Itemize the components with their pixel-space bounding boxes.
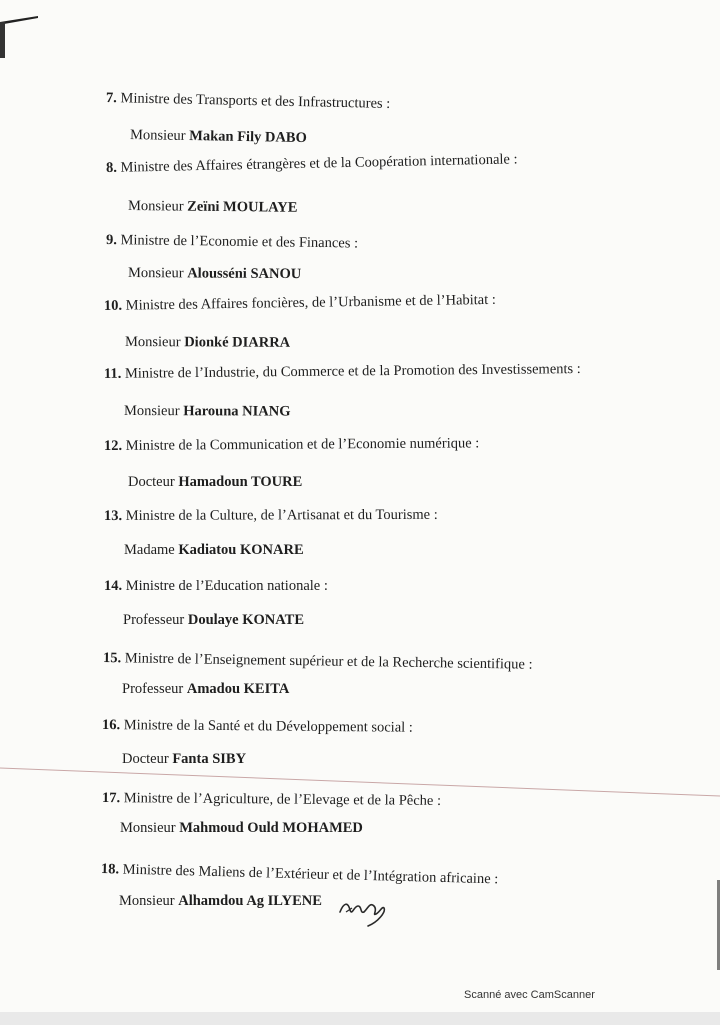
honorific: Professeur [123,612,185,628]
appointee-name: Kadiatou KONARE [178,542,304,558]
honorific: Monsieur [119,893,175,909]
minister-title [104,292,496,315]
entry-number: 18. [100,861,120,878]
minister-title [104,435,479,455]
ministry-name: Ministre des Affaires étrangères et de la Coopération internationale : [120,151,518,176]
entry-number: 10. [103,297,123,314]
minister-appointee [124,403,291,421]
honorific: Monsieur [120,820,176,836]
honorific: Madame [124,542,175,558]
appointee-name: Hamadoun TOURE [178,474,303,490]
ministry-name: Ministre de la Culture, de l’Artisanat et du Tourisme : [125,506,438,524]
minister-title [106,151,518,177]
minister-title [104,578,328,595]
honorific: Monsieur [129,127,186,144]
entry-number: 11. [103,365,122,382]
minister-title [104,507,438,525]
entry-number: 17. [101,790,121,807]
ministry-name: Ministre de l’Economie et des Finances : [120,232,359,252]
appointee-name: Makan Fily DABO [189,128,307,147]
ministry-name: Ministre de l’Agriculture, de l’Elevage et de la Pêche : [123,790,442,809]
minister-appointee [122,681,289,698]
minister-title [106,90,391,113]
minister-title [104,361,581,383]
appointee-name: Amadou KEITA [186,681,290,697]
minister-appointee [128,198,298,217]
minister-appointee [123,612,304,629]
scanner-watermark: Scanné avec CamScanner [464,989,595,1001]
minister-appointee [128,474,302,491]
entry-number: 7. [105,90,118,107]
entry-number: 9. [105,232,117,249]
appointee-name: Zeïni MOULAYE [187,198,298,216]
minister-appointee [130,127,307,147]
ministry-name: Ministre de l’Industrie, du Commerce et de la Promotion des Investissements : [124,361,581,382]
minister-appointee [125,334,290,352]
minister-appointee [128,265,301,283]
appointee-name: Alhamdou Ag ILYENE [178,893,322,909]
appointee-name: Doulaye KONATE [187,612,304,628]
ministry-name: Ministre de l’Education nationale : [125,578,328,594]
minister-title [101,861,499,888]
handwritten-initials [338,892,388,928]
ministry-name: Ministre des Maliens de l’Extérieur et de l’Intégration africaine : [122,861,499,888]
entry-number: 16. [101,717,121,734]
ministry-name: Ministre de la Santé et du Développement social : [123,717,413,736]
entry-number: 14. [104,578,123,594]
entry-number: 8. [105,159,118,176]
honorific: Monsieur [124,334,181,351]
honorific: Monsieur [123,403,180,420]
minister-appointee [124,542,304,559]
honorific: Docteur [122,751,169,767]
minister-appointee [119,893,322,910]
minister-title [102,717,413,737]
honorific: Docteur [128,474,175,490]
appointee-name: Alousséni SANOU [187,265,302,283]
appointee-name: Fanta SIBY [172,751,247,767]
minister-appointee [120,820,363,837]
ministry-name: Ministre de la Communication et de l’Economie numérique : [125,435,480,454]
honorific: Monsieur [127,265,184,282]
appointee-name: Dionké DIARRA [184,334,291,351]
ministry-name: Ministre des Transports et des Infrastructures : [120,90,391,112]
minister-title [102,790,441,810]
appointee-name: Mahmoud Ould MOHAMED [179,820,363,836]
scan-corner-mark [0,8,40,58]
entry-number: 12. [103,437,123,454]
honorific: Monsieur [127,198,184,215]
ministry-name: Ministre des Affaires foncières, de l’Urbanisme et de l’Habitat : [125,291,496,314]
entry-number: 13. [103,507,123,524]
minister-title [103,650,533,674]
minister-title [106,232,358,253]
viewer-bottom-bar [0,1012,720,1025]
minister-appointee [122,751,246,768]
ministry-name: Ministre de l’Enseignement supérieur et de la Recherche scientifique : [124,650,533,673]
honorific: Professeur [122,681,184,697]
entry-number: 15. [102,650,122,667]
appointee-name: Harouna NIANG [183,403,291,420]
